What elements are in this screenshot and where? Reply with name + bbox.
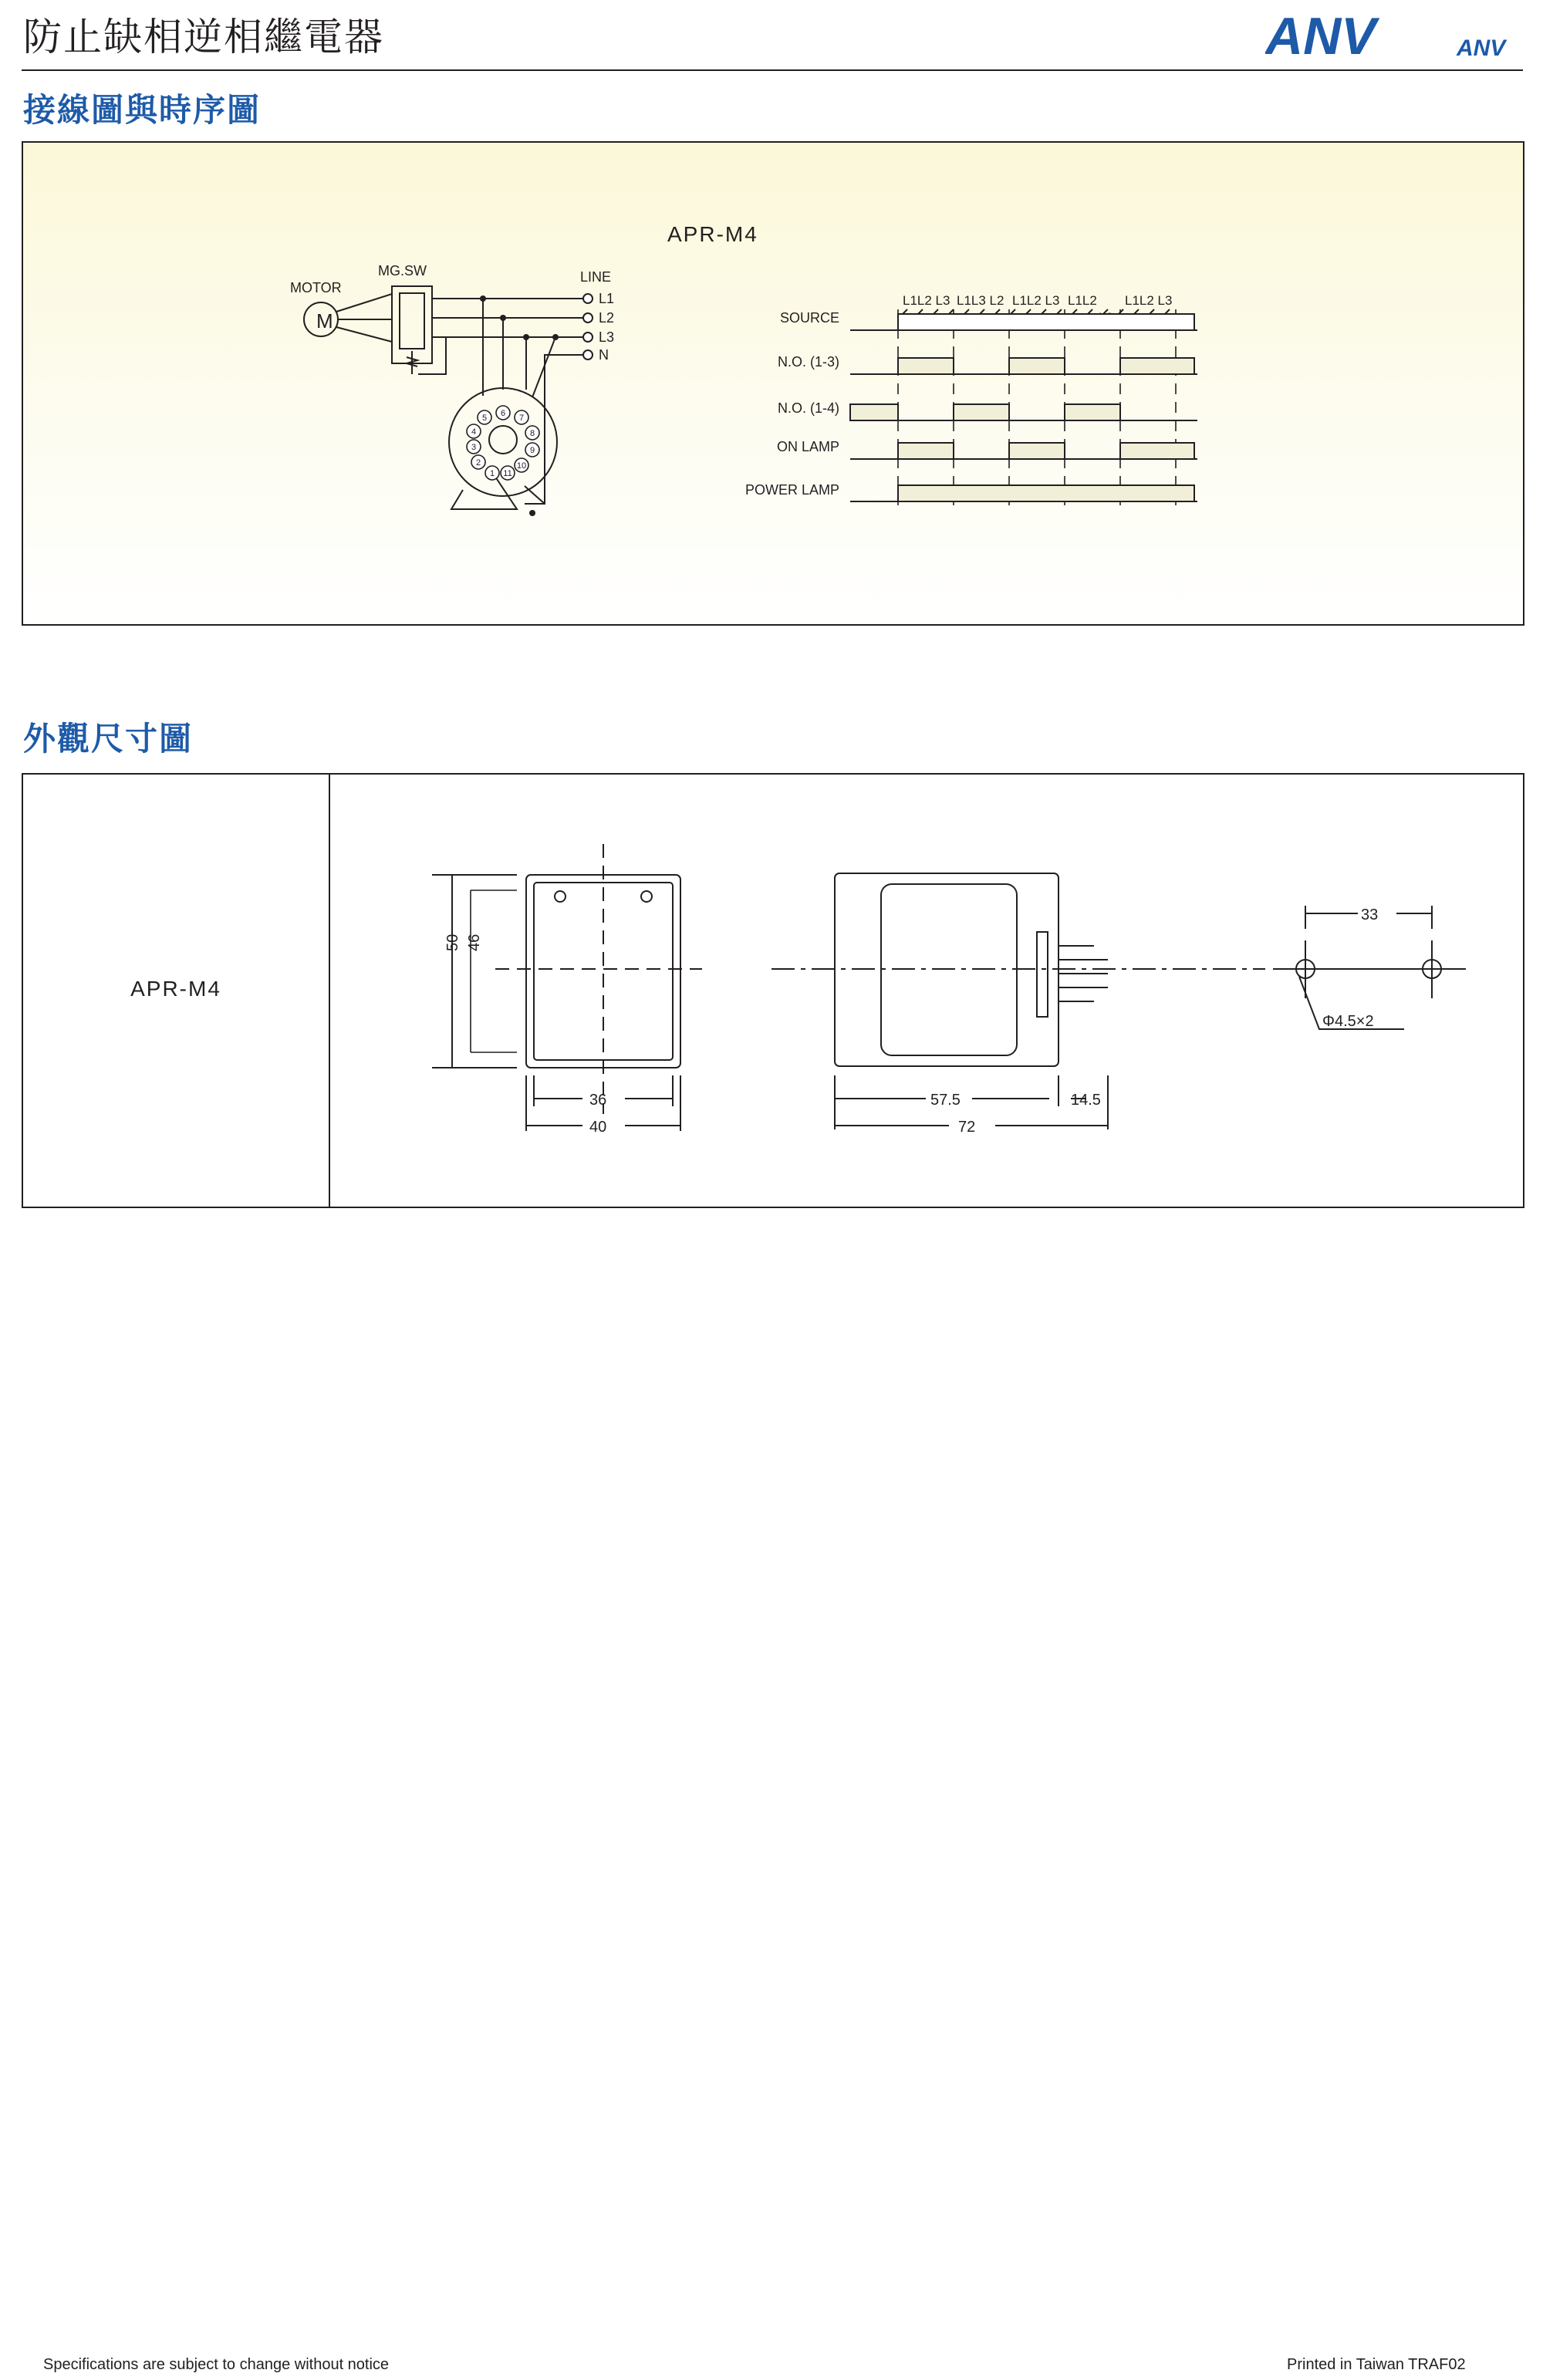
footer-notice: Specifications are subject to change without notice (43, 2356, 390, 2373)
svg-text:2: 2 (475, 458, 481, 468)
svg-text:6: 6 (500, 409, 506, 418)
dimension-section-heading: 外觀尺寸圖 (23, 720, 194, 758)
mgsw-label: MG.SW (378, 263, 427, 279)
wiring-timing-svg (23, 143, 1523, 624)
brand-logo-text: ANV (1265, 9, 1376, 60)
dim-front-width-inner: 36 (589, 1092, 607, 1109)
brand-logo-small: ANV (1457, 35, 1506, 60)
svg-text:9: 9 (529, 446, 535, 455)
timing-row-no13: N.O. (1-3) (777, 354, 839, 370)
line-label: LINE (580, 269, 612, 285)
dim-side-total: 72 (958, 1119, 976, 1136)
line-terminal-l1: L1 (599, 291, 615, 306)
dimension-svg (23, 775, 1523, 1207)
title-divider (22, 69, 1523, 71)
timing-row-onlamp: ON LAMP (776, 439, 839, 454)
wiring-model-title: APR-M4 (667, 222, 758, 246)
dim-front-width-outer: 40 (589, 1119, 607, 1136)
svg-text:L1L2 L3: L1L2 L3 (1125, 293, 1173, 308)
timing-row-powerlamp: POWER LAMP (744, 482, 839, 498)
svg-text:1: 1 (489, 469, 495, 478)
side-view (772, 873, 1265, 1129)
dimension-model-label: APR-M4 (130, 977, 221, 1001)
wiring-junctions (480, 295, 559, 516)
line-terminal-l2: L2 (599, 310, 615, 326)
line-terminals (583, 294, 593, 360)
front-view (432, 844, 702, 1131)
mounting-holes (1273, 906, 1466, 1029)
relay-socket (449, 388, 557, 496)
dim-front-height-outer: 50 (444, 933, 461, 951)
svg-text:L1L2: L1L2 (1068, 293, 1097, 308)
mg-switch-contacts (400, 293, 424, 349)
dim-side-pin: 14.5 (1071, 1092, 1101, 1109)
svg-text:L1L2 L3: L1L2 L3 (1012, 293, 1060, 308)
svg-text:3: 3 (471, 443, 477, 452)
timing-row-labels (745, 310, 839, 498)
dim-side-body: 57.5 (930, 1092, 961, 1109)
dim-mount-hole: Φ4.5×2 (1322, 1013, 1374, 1030)
line-terminal-l3: L3 (599, 329, 615, 345)
svg-text:8: 8 (529, 429, 535, 438)
timing-row-no14: N.O. (1-4) (777, 400, 839, 416)
timing-baselines (850, 309, 1197, 509)
footer-printed: Printed in Taiwan TRAF02 (1287, 2356, 1466, 2373)
svg-text:4: 4 (471, 427, 477, 437)
wiring-panel (22, 141, 1524, 626)
dim-front-height-inner: 46 (466, 933, 483, 951)
brand-logo (1265, 9, 1528, 60)
timing-row-source: SOURCE (779, 310, 839, 326)
svg-text:11: 11 (503, 469, 512, 478)
wiring-diagram (304, 286, 583, 509)
svg-text:L1L3 L2: L1L3 L2 (957, 293, 1004, 308)
dimension-panel (22, 773, 1524, 1208)
timing-pulses (850, 309, 1194, 501)
wiring-section-heading: 接線圖與時序圖 (23, 91, 262, 129)
dim-mount-spacing: 33 (1361, 906, 1379, 923)
svg-text:5: 5 (481, 414, 488, 423)
page-title: 防止缺相逆相繼電器 (23, 15, 384, 59)
svg-text:7: 7 (518, 414, 525, 423)
motor-symbol-label: M (316, 309, 333, 333)
svg-text:10: 10 (516, 461, 527, 471)
line-terminal-n: N (599, 347, 609, 363)
motor-label: MOTOR (290, 280, 342, 295)
svg-text:L1L2 L3: L1L2 L3 (903, 293, 950, 308)
